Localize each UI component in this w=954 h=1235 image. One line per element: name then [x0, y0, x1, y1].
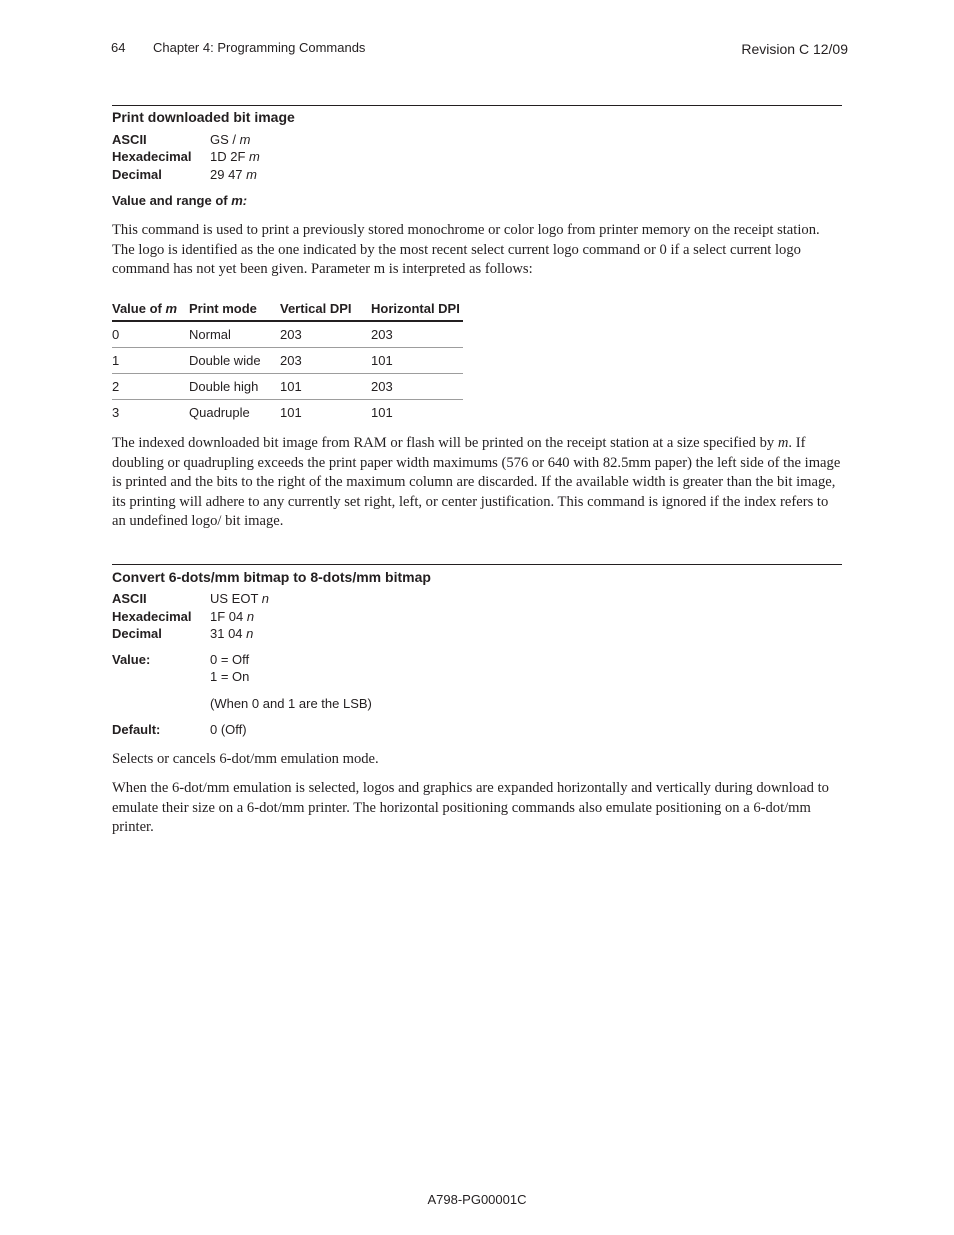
- value-line-on: 1 = On: [210, 669, 250, 684]
- default-label: Default:: [112, 722, 161, 737]
- code-label-decimal: Decimal: [112, 167, 162, 182]
- table-cell: 203: [371, 321, 463, 348]
- intro-paragraph: This command is used to print a previously stored monochrome or color logo from printer memory on the receipt station. The logo is identified as the one indicated by the most recent select current logo command or 0 if a select current logo command has not yet been given. Parameter m is interpreted as follows:: [112, 222, 820, 278]
- table-row: [112, 348, 463, 374]
- table-cell: Normal: [189, 321, 280, 348]
- table-cell: 101: [371, 405, 393, 420]
- table-cell: 3: [112, 405, 120, 420]
- table-cell: 203: [280, 321, 371, 348]
- table-cell: 1: [112, 348, 189, 374]
- section-divider: [112, 564, 842, 565]
- code-label-decimal: Decimal: [112, 626, 162, 641]
- code-label-ascii: ASCII: [112, 132, 147, 147]
- section-title-print-bit-image: Print downloaded bit image: [112, 109, 295, 125]
- column-header-value: Value of m: [112, 296, 189, 321]
- value-line-off: 0 = Off: [210, 652, 250, 667]
- table-row: [112, 321, 463, 348]
- table-cell: 101: [371, 348, 463, 374]
- code-value-decimal: 29 47 m: [210, 167, 257, 182]
- code-label-ascii: ASCII: [112, 591, 147, 606]
- section-divider: [112, 105, 842, 106]
- code-value-ascii: US EOT n: [210, 591, 270, 606]
- value-note: (When 0 and 1 are the LSB): [210, 696, 372, 711]
- emulation-description: When the 6-dot/mm emulation is selected, logos and graphics are expanded horizontally and vertically during download to emulate their size on a 6-dot/mm printer. The horizontal positioning commands also emulate positioning on a 6-dot/mm printer.: [112, 780, 829, 836]
- table-cell: 0: [112, 321, 189, 348]
- table-cell: 203: [371, 374, 463, 400]
- table-cell: 101: [280, 405, 302, 420]
- revision-label: Revision C 12/09: [741, 41, 848, 57]
- table-cell: 2: [112, 374, 189, 400]
- emulation-summary: Selects or cancels 6-dot/mm emulation mode.: [112, 751, 379, 767]
- table-header-row: [112, 296, 463, 321]
- page-number: 64: [111, 40, 126, 55]
- code-value-decimal: 31 04 n: [210, 626, 254, 641]
- column-header-vertical-dpi: Vertical DPI: [280, 296, 371, 321]
- document-number: A798-PG00001C: [427, 1192, 527, 1207]
- range-heading: Value and range of m:: [112, 193, 248, 208]
- table-row: [112, 374, 463, 400]
- column-header-print-mode: Print mode: [189, 296, 280, 321]
- default-value: 0 (Off): [210, 722, 247, 737]
- body-paragraph: The indexed downloaded bit image from RAM or flash will be printed on the receipt station at a size specified by m. If doubling or quadrupling exceeds the print paper width maximums (576 or 640 with 82.5mm paper) the left side of the image is printed and the bits to the right of the maximum column are discarded. If the available width is greater than the bit image, its printing will adhere to any currently set right, left, or center justification. This command is ignored if the index refers to an undefined logo/ bit image.: [112, 435, 841, 530]
- table-cell: 101: [280, 374, 371, 400]
- table-cell: Double high: [189, 374, 280, 400]
- code-value-hexadecimal: 1F 04 n: [210, 609, 255, 624]
- print-mode-table: [112, 296, 463, 425]
- table-cell: Double wide: [189, 348, 280, 374]
- code-label-hexadecimal: Hexadecimal: [112, 149, 192, 164]
- section-title-convert-bitmap: Convert 6-dots/mm bitmap to 8-dots/mm bitmap: [112, 569, 431, 585]
- code-value-hexadecimal: 1D 2F m: [210, 149, 260, 164]
- code-label-hexadecimal: Hexadecimal: [112, 609, 192, 624]
- table-row: [112, 400, 463, 426]
- table-cell: Quadruple: [189, 405, 250, 420]
- value-label: Value:: [112, 652, 151, 667]
- code-value-ascii: GS / m: [210, 132, 251, 147]
- table-cell: 203: [280, 348, 371, 374]
- column-header-horizontal-dpi: Horizontal DPI: [371, 296, 463, 321]
- chapter-title: Chapter 4: Programming Commands: [153, 40, 366, 55]
